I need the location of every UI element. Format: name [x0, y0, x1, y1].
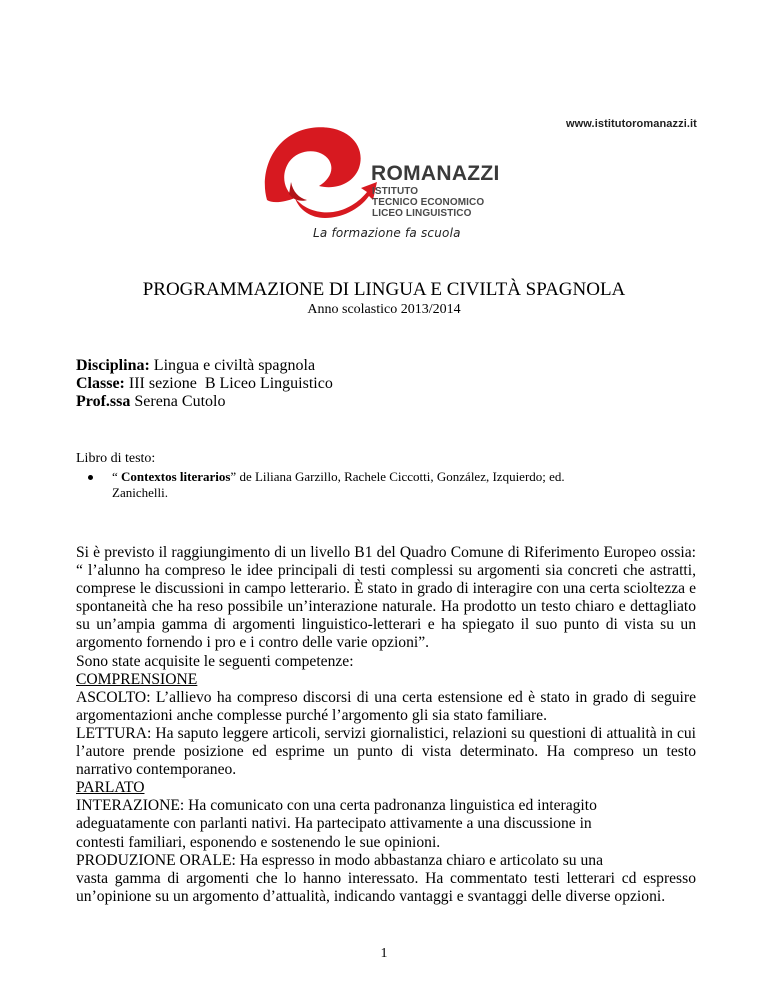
logo-slogan: La formazione fa scuola	[313, 226, 461, 240]
prof-value: Serena Cutolo	[130, 393, 226, 410]
disciplina-row	[76, 357, 315, 375]
lettura-paragraph: LETTURA: Ha saputo leggere articoli, servizi giornalistici, relazioni su questioni di attualità in cui l’autore prende posizione ed esprime un punto di vista determinato. Ha compreso un testo narrativo contemporaneo.	[76, 724, 696, 779]
bullet-icon	[88, 475, 93, 480]
competenze-line: Sono state acquisite le seguenti competenze:	[76, 652, 354, 670]
produzione-line-1: PRODUZIONE ORALE: Ha espresso in modo abbastanza chiaro e articolato su una	[76, 851, 604, 869]
interazione-line-1: INTERAZIONE: Ha comunicato con una certa padronanza linguistica ed interagito	[76, 797, 597, 815]
libro-quote: “	[112, 469, 122, 484]
classe-value: III sezione B Liceo Linguistico	[124, 375, 333, 392]
page-number: 1	[380, 946, 388, 961]
site-url: www.istitutoromanazzi.it	[566, 118, 697, 130]
logo-line-3: LICEO LINGUISTICO	[372, 208, 472, 219]
logo-name: ROMANAZZI	[371, 162, 500, 185]
libro-item	[112, 469, 582, 501]
body-section	[76, 544, 696, 906]
document-title: PROGRAMMAZIONE DI LINGUA E CIVILTÀ SPAGNOLA	[142, 279, 626, 300]
school-logo	[255, 122, 515, 244]
logo-line-2: TECNICO ECONOMICO	[372, 197, 485, 208]
interazione-line-3: contesti familiari, esponendo e sostenendo le sue opinioni.	[76, 833, 441, 851]
classe-row	[76, 375, 333, 393]
logo-line-1: ISTITUTO	[372, 186, 419, 197]
comprensione-heading: COMPRENSIONE	[76, 670, 198, 688]
document-subtitle: Anno scolastico 2013/2014	[307, 302, 461, 317]
disciplina-value: Lingua e civiltà spagnola	[149, 357, 316, 374]
disciplina-label: Disciplina:	[76, 357, 150, 374]
libro-label: Libro di testo:	[76, 451, 156, 466]
produzione-paragraph: vasta gamma di argomenti che lo hanno interessato. Ha commentato testi letterari cd espresso un’opinione su un argomento d’attualità, indicando vantaggi e svantaggi delle diverse opzioni.	[76, 869, 696, 905]
prof-label: Prof.ssa	[76, 393, 131, 410]
parlato-heading: PARLATO	[76, 779, 145, 797]
intro-paragraph: Si è previsto il raggiungimento di un livello B1 del Quadro Comune di Riferimento Europeo ossia: “ l’alunno ha compreso le idee principali di testi complessi su argomenti sia concreti che astratti, comprese le discussioni in campo letterario. È stato in grado di interagire con una certa scioltezza e spontaneità che ha reso possibile un’interazione naturale. Ha prodotto un testo chiaro e dettagliato su un’ampia gamma di argomenti linguistico-letterari e ha spiegato il suo punto di vista su un argomento fornendo i pro e i contro delle varie opzioni”.	[76, 544, 696, 652]
libro-details: ” de Liliana Garzillo, Rachele Ciccotti, González, Izquierdo; ed. Zanichelli.	[112, 469, 565, 500]
ascolto-paragraph: ASCOLTO: L’allievo ha compreso discorsi di una certa estensione ed è stato in grado di seguire argomentazioni anche complesse purché l’argomento gli sia stato familiare.	[76, 688, 696, 724]
interazione-line-2: adeguatamente con parlanti nativi. Ha partecipato attivamente a una discussione in	[76, 815, 592, 833]
prof-row	[76, 393, 225, 411]
libro-title: Contextos literarios	[121, 469, 231, 484]
classe-label: Classe:	[76, 375, 125, 392]
